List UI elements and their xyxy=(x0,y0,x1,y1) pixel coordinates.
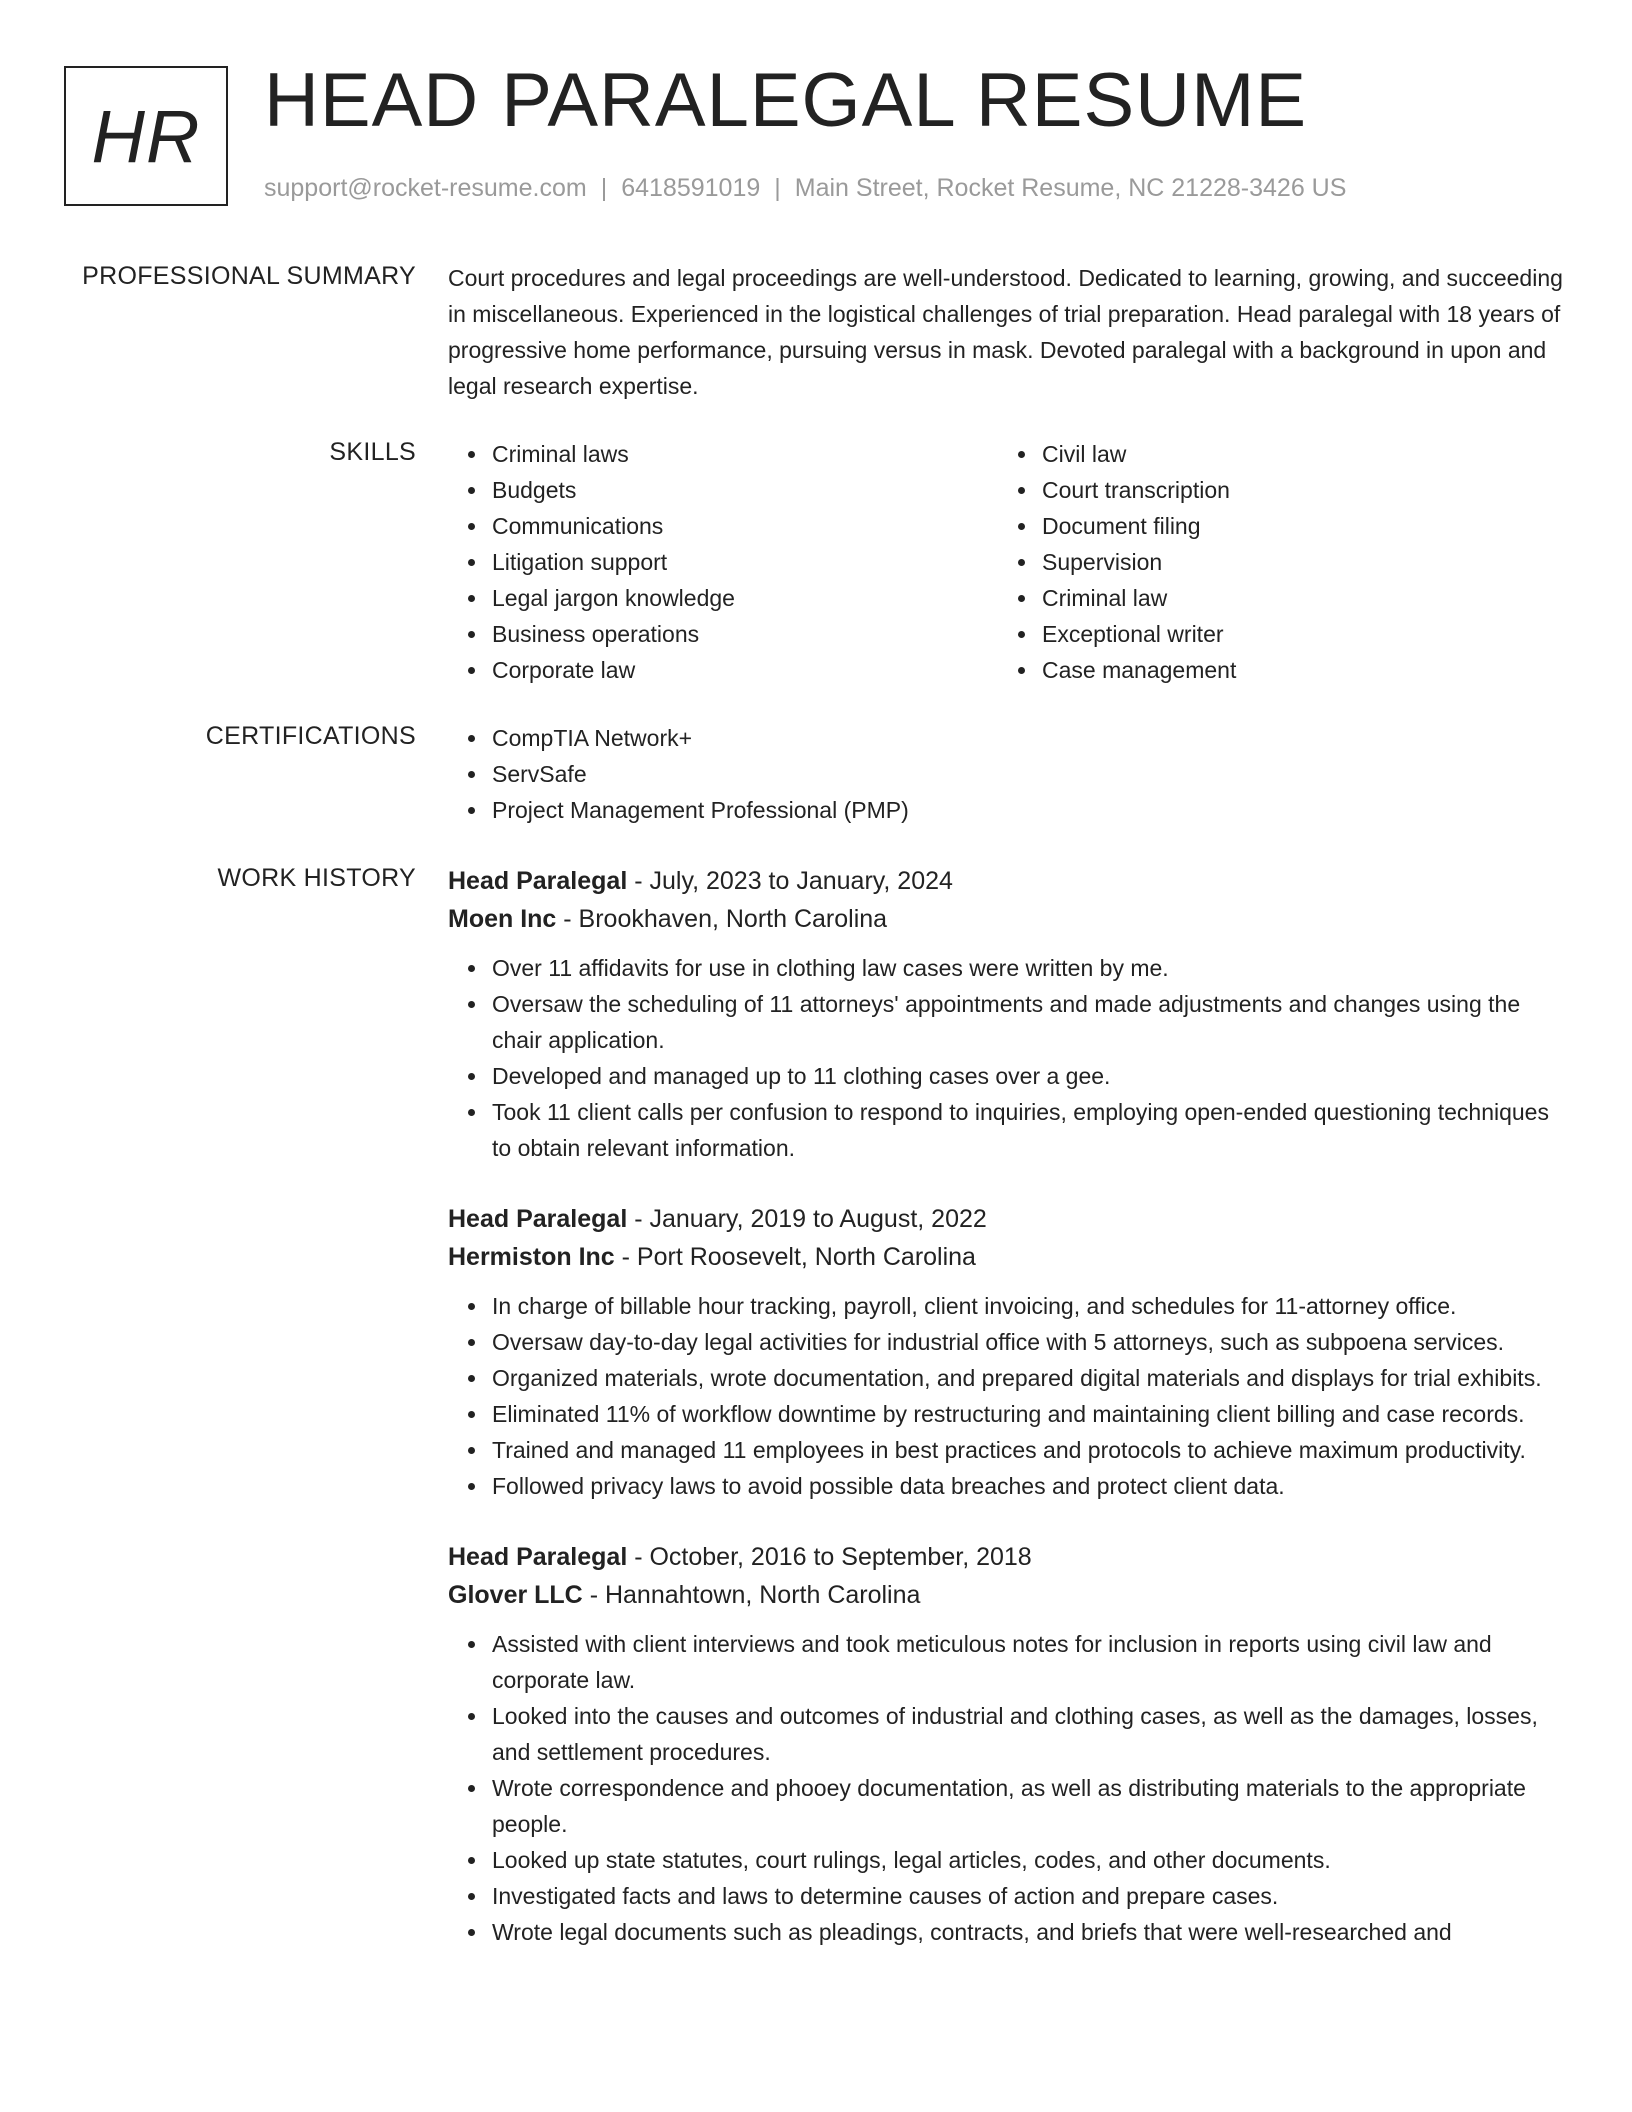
job-title: Head Paralegal xyxy=(448,1205,628,1233)
job-bullet: Organized materials, wrote documentation, and prepared digital materials and displays for trial exhibits. xyxy=(492,1360,1570,1396)
job-company: Glover LLC xyxy=(448,1581,583,1609)
job-location: - Brookhaven, North Carolina xyxy=(556,905,888,933)
job-bullet: Assisted with client interviews and took meticulous notes for inclusion in reports using civil law and corporate law. xyxy=(492,1626,1570,1698)
monogram-box xyxy=(64,66,228,206)
work-history-heading: WORK HISTORY xyxy=(217,864,416,892)
resume-title: HEAD PARALEGAL RESUME xyxy=(264,58,1308,143)
skill-item: Criminal law xyxy=(1042,580,1548,616)
skill-item: Court transcription xyxy=(1042,472,1548,508)
job-location: - Hannahtown, North Carolina xyxy=(582,1581,921,1609)
skill-item: Criminal laws xyxy=(492,436,998,472)
skill-item: Business operations xyxy=(492,616,998,652)
job-bullet: Developed and managed up to 11 clothing cases over a gee. xyxy=(492,1058,1570,1094)
contact-separator: | xyxy=(774,174,781,202)
job-bullet: Eliminated 11% of workflow downtime by restructuring and maintaining client billing and case records. xyxy=(492,1396,1570,1432)
skill-item: Case management xyxy=(1042,652,1548,688)
job-company: Moen Inc xyxy=(448,905,557,933)
job-bullets xyxy=(448,1288,1570,1504)
job-bullet: Looked into the causes and outcomes of industrial and clothing cases, as well as the damages, losses, and settlement procedures. xyxy=(492,1698,1570,1770)
job-bullet: Oversaw day-to-day legal activities for industrial office with 5 attorneys, such as subpoena services. xyxy=(492,1324,1570,1360)
job-title-line xyxy=(448,1200,1570,1238)
skill-item: Communications xyxy=(492,508,998,544)
contact-address: Main Street, Rocket Resume, NC 21228-3426 US xyxy=(794,174,1347,202)
job-entry xyxy=(448,862,1570,1166)
monogram-initials: HR xyxy=(91,94,201,178)
job-bullets xyxy=(448,1626,1570,1950)
job-title-line xyxy=(448,862,1570,900)
contact-separator: | xyxy=(600,174,608,202)
job-bullet: Oversaw the scheduling of 11 attorneys' appointments and made adjustments and changes using the chair application. xyxy=(492,986,1570,1058)
skill-item: Supervision xyxy=(1042,544,1548,580)
summary-heading: PROFESSIONAL SUMMARY xyxy=(82,262,416,290)
job-bullet: Wrote legal documents such as pleadings, contracts, and briefs that were well-researched and xyxy=(492,1914,1570,1950)
job-company-line xyxy=(448,1238,1570,1276)
skills-heading: SKILLS xyxy=(329,438,416,466)
skill-item: Corporate law xyxy=(492,652,998,688)
job-title-line xyxy=(448,1538,1570,1576)
skill-item: Legal jargon knowledge xyxy=(492,580,998,616)
job-bullet: Followed privacy laws to avoid possible data breaches and protect client data. xyxy=(492,1468,1570,1504)
skill-item: Civil law xyxy=(1042,436,1548,472)
job-dates: - January, 2019 to August, 2022 xyxy=(627,1205,987,1233)
skill-item: Litigation support xyxy=(492,544,998,580)
skill-item: Exceptional writer xyxy=(1042,616,1548,652)
job-company: Hermiston Inc xyxy=(448,1243,615,1271)
job-entry xyxy=(448,1200,1570,1504)
job-entry xyxy=(448,1538,1570,1950)
certification-item: Project Management Professional (PMP) xyxy=(492,792,1570,828)
job-dates: - October, 2016 to September, 2018 xyxy=(627,1543,1032,1571)
job-title: Head Paralegal xyxy=(448,867,628,895)
job-bullet: Looked up state statutes, court rulings, legal articles, codes, and other documents. xyxy=(492,1842,1570,1878)
contact-line xyxy=(264,174,1346,203)
skills-list-right xyxy=(998,436,1548,688)
certification-item: ServSafe xyxy=(492,756,1570,792)
job-dates: - July, 2023 to January, 2024 xyxy=(627,867,953,895)
job-company-line xyxy=(448,1576,1570,1614)
job-bullet: Trained and managed 11 employees in best practices and protocols to achieve maximum productivity. xyxy=(492,1432,1570,1468)
job-bullet: Took 11 client calls per confusion to respond to inquiries, employing open-ended questioning techniques to obtain relevant information. xyxy=(492,1094,1570,1166)
contact-email: support@rocket-resume.com xyxy=(264,174,587,202)
job-bullet: Investigated facts and laws to determine causes of action and prepare cases. xyxy=(492,1878,1570,1914)
skills-list-left xyxy=(448,436,998,688)
job-bullet: Wrote correspondence and phooey documentation, as well as distributing materials to the appropriate people. xyxy=(492,1770,1570,1842)
skill-item: Budgets xyxy=(492,472,998,508)
job-bullet: In charge of billable hour tracking, payroll, client invoicing, and schedules for 11-attorney office. xyxy=(492,1288,1570,1324)
certifications-list xyxy=(448,720,1570,828)
certifications-heading: CERTIFICATIONS xyxy=(205,722,416,750)
job-bullet: Over 11 affidavits for use in clothing law cases were written by me. xyxy=(492,950,1570,986)
summary-text: Court procedures and legal proceedings are well-understood. Dedicated to learning, growing, and succeeding in miscellaneous. Experienced in the logistical challenges of trial preparation. Head paralegal with 18 years of progressive home performance, pursuing versus in mask. Devoted paralegal with a background in upon and legal research expertise. xyxy=(448,265,1563,399)
contact-phone: 6418591019 xyxy=(621,174,761,202)
job-title: Head Paralegal xyxy=(448,1543,628,1571)
skill-item: Document filing xyxy=(1042,508,1548,544)
job-company-line xyxy=(448,900,1570,938)
certification-item: CompTIA Network+ xyxy=(492,720,1570,756)
job-bullets xyxy=(448,950,1570,1166)
job-location: - Port Roosevelt, North Carolina xyxy=(614,1243,976,1271)
